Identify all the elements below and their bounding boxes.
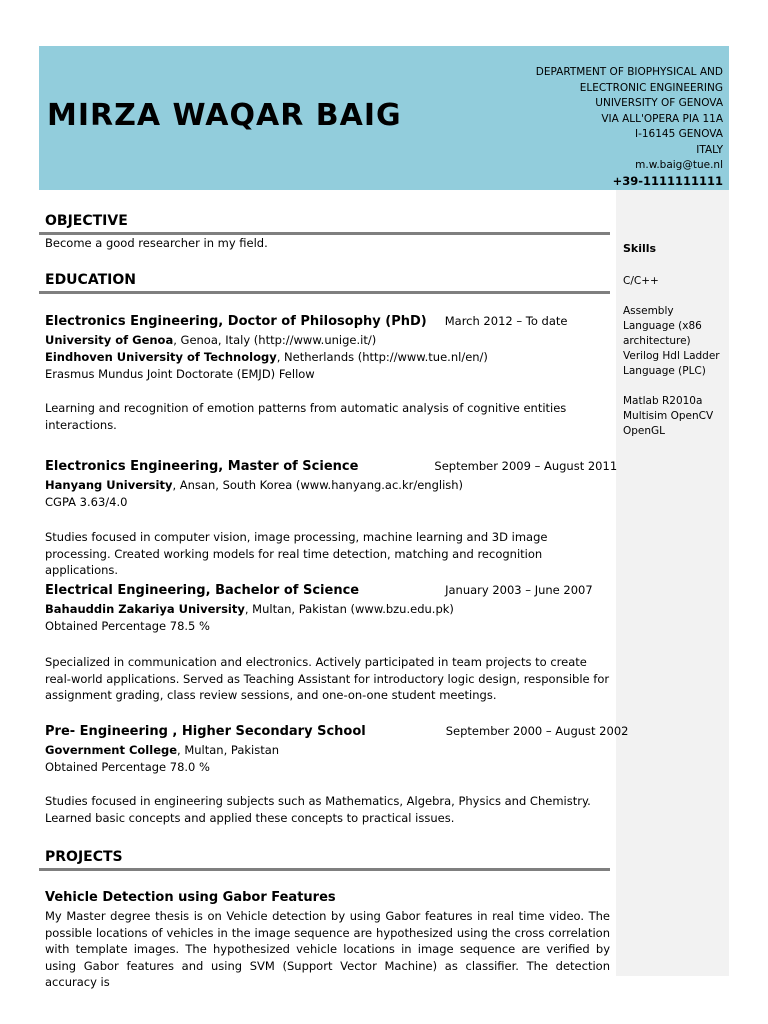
- grade-line: Obtained Percentage 78.0 %: [45, 760, 210, 774]
- contact-line: VIA ALL'OPERA PIA 11A: [601, 112, 723, 125]
- contact-line: I-16145 GENOVA: [634, 128, 723, 140]
- project-title: Vehicle Detection using Gabor Features: [45, 890, 336, 905]
- education-entry-bsc: [45, 580, 610, 704]
- contact-line: UNIVERSITY OF GENOVA: [595, 97, 723, 109]
- degree-date: March 2012 – To date: [444, 314, 568, 328]
- contact-line: ITALY: [696, 143, 723, 156]
- skill-group: C/C++: [623, 275, 659, 287]
- skill-group: Verilog Hdl Ladder Language (PLC): [623, 350, 720, 377]
- section-divider: [39, 868, 610, 871]
- objective-heading: OBJECTIVE: [45, 213, 128, 229]
- degree-name: Electronics Engineering, Master of Science: [45, 459, 359, 474]
- degree-title: [45, 311, 610, 332]
- fellowship-line: Erasmus Mundus Joint Doctorate (EMJD) Fellow: [45, 367, 315, 381]
- objective-text: Become a good researcher in my field.: [45, 236, 268, 250]
- skill-group: Matlab R2010a Multisim OpenCV OpenGL: [623, 395, 714, 437]
- institution-name: Bahauddin Zakariya University: [45, 602, 245, 616]
- skill-group: Assembly Language (x86 architecture): [623, 305, 702, 347]
- skills-sidebar: [616, 190, 729, 976]
- institution-name: Government College: [45, 743, 178, 757]
- education-heading: EDUCATION: [45, 272, 136, 288]
- degree-date: January 2003 – June 2007: [445, 583, 593, 597]
- contact-email[interactable]: m.w.baig@tue.nl: [635, 159, 723, 171]
- entry-description: Studies focused in computer vision, image processing, machine learning and 3D image processing. Created working models for real time detection, matching and recognition applications.: [45, 530, 548, 577]
- project-description: My Master degree thesis is on Vehicle detection by using Gabor features in real time video. The possible locations of vehicles in the image sequence are hypothesized using the cross correlation with template images. The hypothesized vehicle locations in image sequence are verified by using Gabor features and using SVM (Support Vector Machine) as classifier. The detection accuracy is: [45, 909, 610, 989]
- candidate-name: MIRZA WAQAR BAIG: [47, 98, 402, 133]
- degree-title: [45, 580, 610, 601]
- projects-heading: PROJECTS: [45, 849, 123, 865]
- skills-list: [623, 274, 727, 454]
- institution-detail[interactable]: , Ansan, South Korea (www.hanyang.ac.kr/english): [172, 478, 464, 492]
- degree-date: September 2000 – August 2002: [445, 724, 629, 738]
- section-divider: [39, 291, 610, 294]
- grade-line: CGPA 3.63/4.0: [45, 495, 128, 509]
- degree-title: [45, 456, 618, 477]
- institution-detail[interactable]: , Netherlands (http://www.tue.nl/en/): [276, 350, 488, 364]
- entry-description: Studies focused in engineering subjects such as Mathematics, Algebra, Physics and Chemistry. Learned basic concepts and applied these concepts to practical issues.: [45, 794, 591, 825]
- contact-line: DEPARTMENT OF BIOPHYSICAL AND: [535, 66, 723, 78]
- institution-detail: , Multan, Pakistan: [177, 743, 280, 757]
- contact-block: [536, 65, 723, 189]
- entry-description: Specialized in communication and electronics. Actively participated in team projects to create real-world applications. Served as Teaching Assistant for introductory logic design, responsible for assignment grading, class review sessions, and one-on-one student meetings.: [45, 655, 610, 702]
- institution-name: Hanyang University: [45, 478, 173, 492]
- degree-name: Pre- Engineering , Higher Secondary School: [45, 724, 366, 739]
- degree-title: [45, 721, 629, 742]
- education-entry-msc: [45, 456, 618, 579]
- contact-line: ELECTRONIC ENGINEERING: [579, 81, 723, 94]
- education-section: [45, 270, 610, 290]
- institution-detail[interactable]: , Genoa, Italy (http://www.unige.it/): [173, 333, 377, 347]
- institution-name: Eindhoven University of Technology: [45, 350, 277, 364]
- entry-description: Learning and recognition of emotion patterns from automatic analysis of cognitive entities interactions.: [45, 401, 567, 432]
- institution-detail[interactable]: , Multan, Pakistan (www.bzu.edu.pk): [244, 602, 454, 616]
- education-entry-hssc: [45, 721, 629, 826]
- objective-section: [45, 211, 610, 231]
- skills-title: Skills: [623, 242, 657, 255]
- institution-name: University of Genoa: [45, 333, 174, 347]
- grade-line: Obtained Percentage 78.5 %: [45, 619, 210, 633]
- degree-date: September 2009 – August 2011: [434, 459, 618, 473]
- degree-name: Electronics Engineering, Doctor of Philosophy (PhD): [45, 314, 427, 329]
- contact-phone: +39-1111111111: [612, 173, 723, 188]
- education-entry-phd: [45, 311, 610, 433]
- projects-section: [45, 847, 610, 867]
- header-banner: [39, 46, 729, 190]
- project-entry: [45, 888, 610, 991]
- degree-name: Electrical Engineering, Bachelor of Science: [45, 583, 360, 598]
